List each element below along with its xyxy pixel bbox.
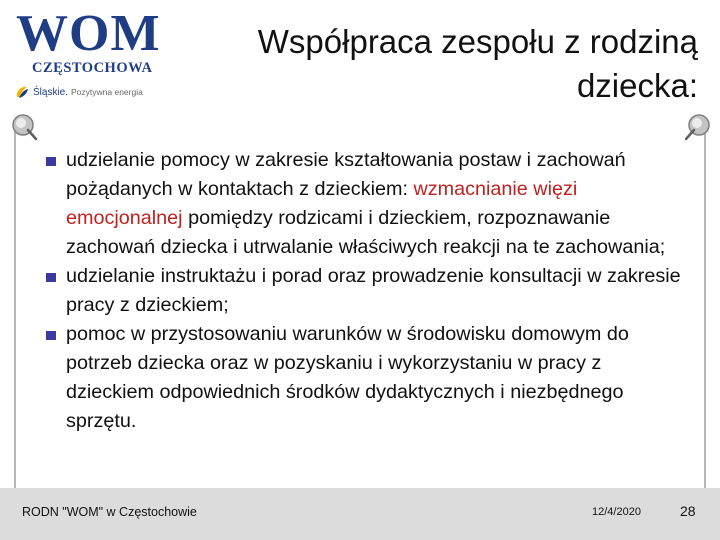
bullet-text-tail: pomiędzy rodzicami i dzieckiem, rozpoznawanie zachowań dziecka i utrwalanie właściwych reakcji na te zachowania; [66, 207, 666, 258]
bullet-item [46, 146, 686, 262]
bullet-list [46, 146, 686, 436]
footer-bar [0, 488, 720, 540]
footer-organization: RODN "WOM" w Częstochowie [22, 505, 197, 519]
footer-date: 12/4/2020 [592, 506, 641, 518]
square-bullet-icon [46, 157, 56, 166]
bullet-item [46, 262, 686, 320]
bullet-text: pomoc w przystosowaniu warunków w środowisku domowym do potrzeb dziecka oraz w pozyskaniu i wykorzystaniu w pracy z dzieckiem odpowiednich środków dydaktycznych i niezbędnego sprzętu. [66, 323, 629, 432]
slaskie-logo [14, 84, 143, 100]
square-bullet-icon [46, 273, 56, 282]
slide-title-line2: dziecka: [576, 67, 698, 104]
bullet-highlight: wzmacnianie więzi emocjonalnej [66, 178, 578, 229]
bullet-item [46, 320, 686, 436]
bullet-text: udzielanie pomocy w zakresie kształtowania postaw i zachowań pożądanych w kontaktach z dzieckiem: [66, 149, 626, 200]
logo-wom-text: WOM [16, 5, 161, 62]
pushpin-icon [10, 112, 40, 142]
region-tagline: Pozytywna energia [71, 87, 143, 97]
slaskie-emblem-icon [14, 84, 30, 100]
square-bullet-icon [46, 331, 56, 340]
slide-number: 28 [680, 503, 696, 519]
bullet-text: udzielanie instruktażu i porad oraz prowadzenie konsultacji w zakresie pracy z dzieckiem; [66, 265, 681, 316]
slide-title-line1: Współpraca zespołu z rodziną [257, 23, 698, 60]
slide-title [188, 20, 698, 108]
region-name: Śląskie. [33, 86, 69, 98]
logo-city-text: CZĘSTOCHOWA [32, 60, 153, 76]
pushpin-icon [682, 112, 712, 142]
wom-logo [10, 5, 175, 104]
